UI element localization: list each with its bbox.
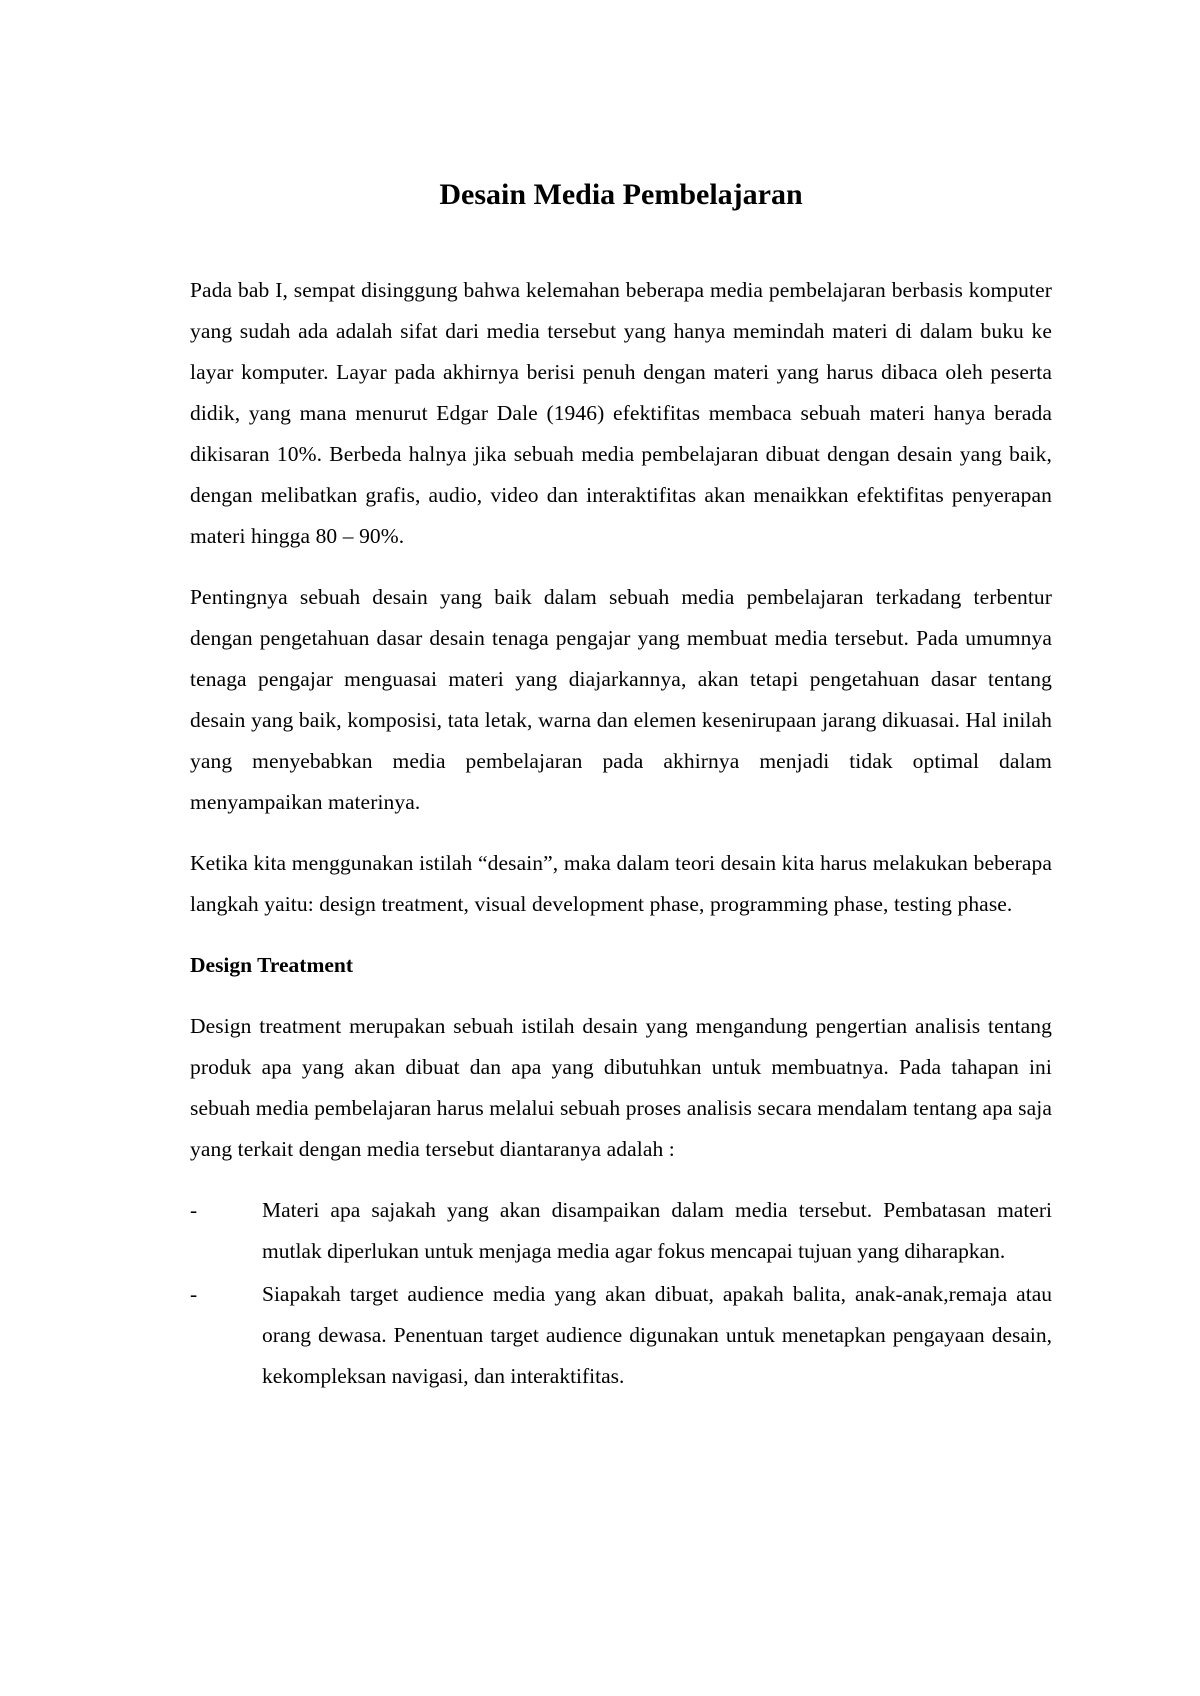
list-item-text: Siapakah target audience media yang akan dibuat, apakah balita, anak-anak,remaja atau orang dewasa. Penentuan target audience digunakan untuk menetapkan pengayaan desain, kekompleksan navigasi, dan interaktifitas.: [262, 1282, 1052, 1388]
paragraph-intro: Pada bab I, sempat disinggung bahwa kelemahan beberapa media pembelajaran berbasis komputer yang sudah ada adalah sifat dari media tersebut yang hanya memindah materi di dalam buku ke layar komputer. Layar pada akhirnya berisi penuh dengan materi yang harus dibaca oleh peserta didik, yang mana menurut Edgar Dale (1946) efektifitas membaca sebuah materi hanya berada dikisaran 10%. Berbeda halnya jika sebuah media pembelajaran dibuat dengan desain yang baik, dengan melibatkan grafis, audio, video dan interaktifitas akan menaikkan efektifitas penyerapan materi hingga 80 – 90%.: [190, 278, 1052, 548]
paragraph-design-importance: Pentingnya sebuah desain yang baik dalam sebuah media pembelajaran terkadang terbentur dengan pengetahuan dasar desain tenaga pengajar yang membuat media tersebut. Pada umumnya tenaga pengajar menguasai materi yang diajarkannya, akan tetapi pengetahuan dasar tentang desain yang baik, komposisi, tata letak, warna dan elemen kesenirupaan jarang dikuasai. Hal inilah yang menyebabkan media pembelajaran pada akhirnya menjadi tidak optimal dalam menyampaikan materinya.: [190, 585, 1052, 814]
list-item: [190, 1190, 1052, 1272]
document-body: [190, 170, 1052, 1399]
list-bullet: -: [190, 1282, 198, 1306]
document-title: Desain Media Pembelajaran: [439, 178, 803, 211]
paragraph-design-steps: Ketika kita menggunakan istilah “desain”, maka dalam teori desain kita harus melakukan beberapa langkah yaitu: design treatment, visual development phase, programming phase, testing phase.: [190, 851, 1052, 916]
list-item-text: Materi apa sajakah yang akan disampaikan dalam media tersebut. Pembatasan materi mutlak diperlukan untuk menjaga media agar fokus mencapai tujuan yang diharapkan.: [262, 1198, 1052, 1263]
list-item: [190, 1274, 1052, 1397]
section-heading-design-treatment: Design Treatment: [190, 953, 354, 977]
paragraph-design-treatment: Design treatment merupakan sebuah istilah desain yang mengandung pengertian analisis tentang produk apa yang akan dibuat dan apa yang dibutuhkan untuk membuatnya. Pada tahapan ini sebuah media pembelajaran harus melalui sebuah proses analisis secara mendalam tentang apa saja yang terkait dengan media tersebut diantaranya adalah :: [190, 1014, 1052, 1161]
analysis-list: [190, 1190, 1052, 1397]
list-bullet: -: [190, 1198, 198, 1222]
